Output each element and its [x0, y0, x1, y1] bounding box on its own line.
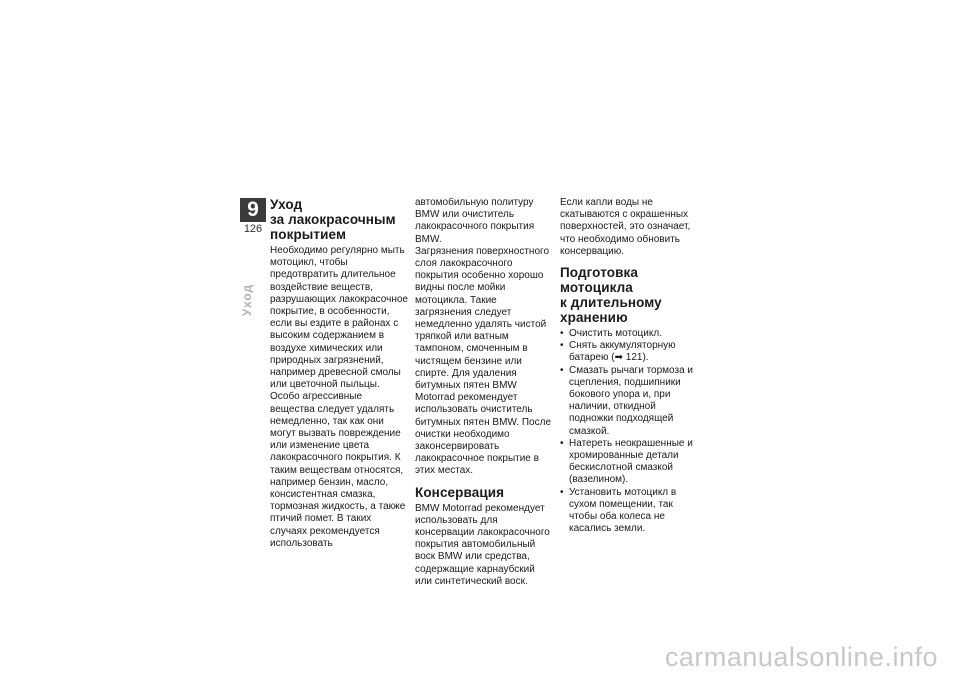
- column-3: [560, 197, 699, 535]
- paragraph: Загрязнения поверхностного слоя лакокрасочного покрытия особенно хорошо видны после мойки мотоцикла. Такие загрязнения следует немедленно удалять чистой тряпкой или ватным тампоном, смоченным в чистящем бензине или спирте. Для удаления битумных пятен BMW Motorrad рекомендует использовать очиститель битумных пятен BMW. После очистки необходимо законсервировать лакокрасочное покрытие в этих местах.: [415, 245, 552, 477]
- list-item: • Установить мотоцикл в сухом помещении, так чтобы оба колеса не касались земли.: [560, 487, 699, 536]
- list-item: • Натереть неокрашенные и хромированные детали бескислотной смазкой (вазелином).: [560, 438, 699, 487]
- list-item: • Смазать рычаги тормоза и сцепления, подшипники бокового упора и, при наличии, откидной подножки подходящей смазкой.: [560, 365, 699, 438]
- paragraph: Особо агрессивные вещества следует удалять немедленно, так как они могут вызвать повреждение или изменение цвета лакокрасочного покрытия. К таким веществам относятся, например бензин, масло, консистентная смазка, тормозная жидкость, а также птичий помет. В таких случаях рекомендуется использовать: [270, 391, 406, 549]
- paragraph: BMW Motorrad рекомендует использовать для консервации лакокрасочного покрытия автомобильный воск BMW или средства, содержащие карнаубский или синтетический воск.: [415, 502, 550, 587]
- list-item: • Очистить мотоцикл.: [560, 328, 699, 340]
- side-section-label: Уход: [240, 283, 254, 317]
- paragraph: автомобильную политуру BMW или очиститель лакокрасочного покрытия BMW.: [415, 197, 535, 245]
- section-heading-storage: Подготовка мотоцикла к длительному хранению: [560, 265, 662, 326]
- section-heading-conservation: Консервация: [415, 484, 505, 500]
- section-heading-paint-care: Уход за лакокрасочным покрытием: [270, 197, 396, 242]
- column-2: [415, 197, 554, 588]
- page-number: 126: [243, 223, 263, 235]
- chapter-number-badge: 9: [240, 198, 266, 222]
- paragraph: Необходимо регулярно мыть мотоцикл, чтобы предотвратить длительное воздействие веществ, разрушающих лакокрасочное покрытие, в особенности, если вы ездите в районах с высоким содержанием в воздухе химических или природных загрязнений, например древесной смолы или цветочной пыльцы.: [270, 245, 408, 391]
- storage-steps-list: [560, 328, 699, 535]
- paragraph: Если капли воды не скатываются с окрашенных поверхностей, это означает, что необходимо обновить консервацию.: [560, 197, 691, 257]
- column-1: [270, 197, 409, 550]
- site-watermark: carmanualsonline.info: [664, 642, 938, 672]
- list-item: • Снять аккумуляторную батарею (➡ 121).: [560, 340, 699, 364]
